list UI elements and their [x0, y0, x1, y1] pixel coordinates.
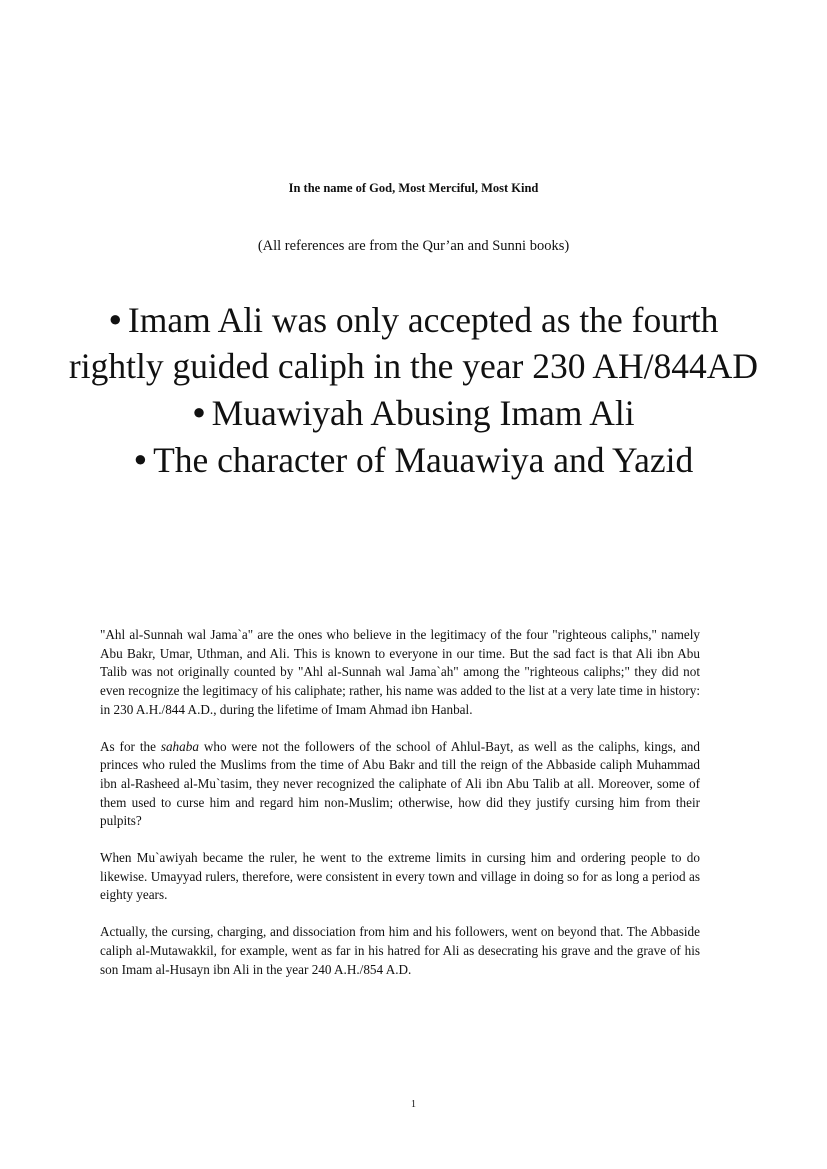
paragraph-text: who were not the followers of the school of Ahlul-Bayt, as well as the caliphs, kings, and princes who ruled the Muslims from the time of Abu Bakr and till the reign of the Abbaside caliph Muhammad ibn al-Rasheed al-Mu`tasim, they never recognized the caliphate of Ali ibn Abu Talib at all. Moreover, some of them used to curse him and regard him non-Muslim; otherwise, how did they justify cursing him from their pulpits?	[100, 738, 700, 829]
title-list	[60, 296, 767, 483]
paragraph: "Ahl al-Sunnah wal Jama`a" are the ones who believe in the legitimacy of the four "righteous caliphs," namely Abu Bakr, Umar, Uthman, and Ali. This is known to everyone in our time. But the sad fact is that Ali ibn Abu Talib was not originally counted by "Ahl al-Sunnah wal Jama`ah" among the "righteous caliphs;" they did not even recognize the legitimacy of his caliphate; rather, his name was added to the list at a very late time in history: in 230 A.H./844 A.D., during the lifetime of Imam Ahmad ibn Hanbal.	[100, 627, 700, 717]
title-text: Muawiyah Abusing Imam Ali	[211, 393, 635, 433]
title-text: The character of Mauawiya and Yazid	[153, 440, 694, 480]
title-item	[60, 296, 767, 389]
reference-note: (All references are from the Qur’an and Sunni books)	[257, 238, 570, 254]
paragraph: When Mu`awiyah became the ruler, he went to the extreme limits in cursing him and ordering people to do likewise. Umayyad rulers, therefore, were consistent in every town and village in doing so for as long a period as eighty years.	[100, 850, 700, 903]
bullet-icon: ●	[108, 306, 122, 331]
paragraph	[100, 738, 700, 832]
italic-term: sahaba	[160, 738, 199, 754]
body-text	[100, 626, 700, 997]
page-number: 1	[411, 1099, 416, 1110]
title-text: Imam Ali was only accepted as the fourth rightly guided caliph in the year 230 AH/844AD	[68, 300, 759, 386]
paragraph-text: As for the	[100, 738, 161, 754]
bullet-icon: ●	[192, 399, 206, 424]
title-item	[60, 389, 767, 436]
bullet-icon: ●	[133, 446, 148, 471]
paragraph: Actually, the cursing, charging, and dissociation from him and his followers, went on beyond that. The Abbaside caliph al-Mutawakkil, for example, went as far in his hatred for Ali as desecrating his grave and the grave of his son Imam al-Husayn ibn Ali in the year 240 A.H./854 A.D.	[100, 924, 700, 977]
title-item	[60, 436, 767, 483]
page-heading: In the name of God, Most Merciful, Most Kind	[288, 181, 539, 195]
